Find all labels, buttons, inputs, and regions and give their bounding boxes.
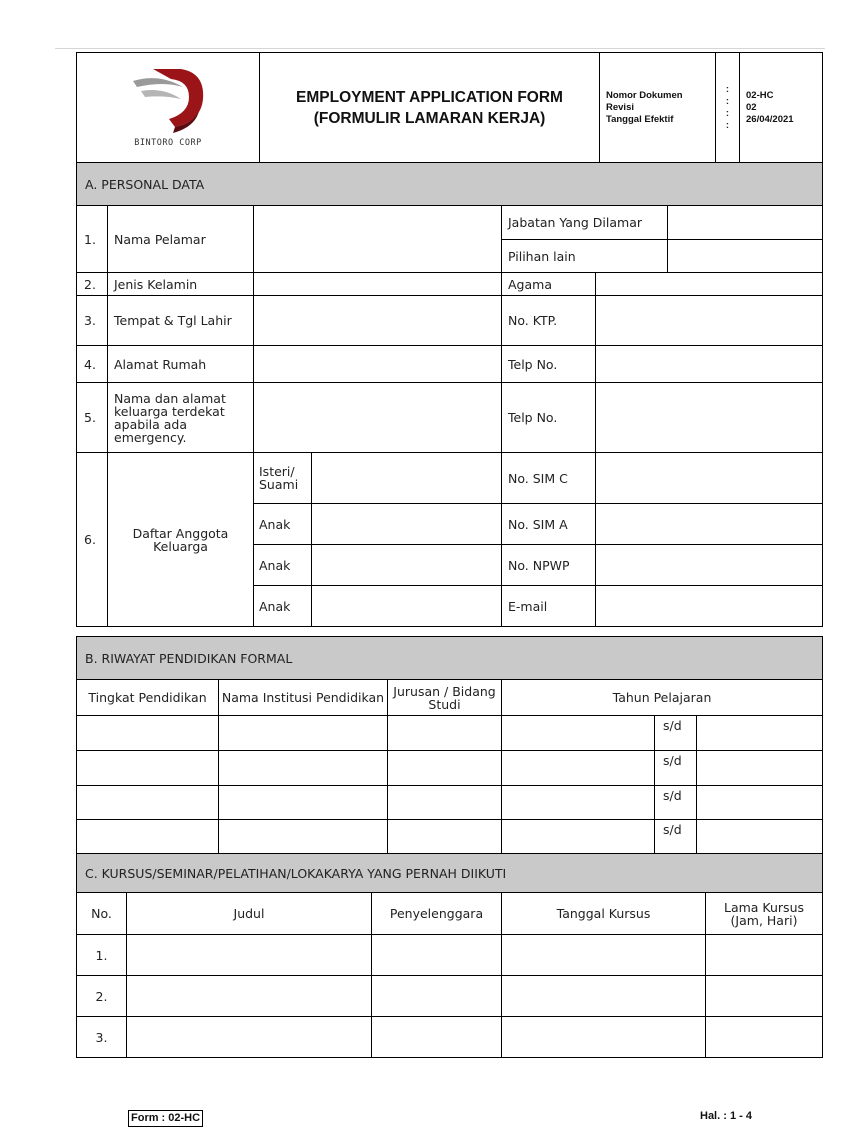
input-cell[interactable] xyxy=(372,976,502,1017)
input-cell[interactable] xyxy=(372,935,502,976)
field-label-jabatan: Jabatan Yang Dilamar xyxy=(502,206,668,240)
column-header: Tahun Pelajaran xyxy=(502,680,823,716)
document-header xyxy=(76,52,823,163)
input-cell[interactable] xyxy=(706,1017,823,1058)
input-nama-pelamar[interactable] xyxy=(254,206,502,273)
input-cell[interactable] xyxy=(127,935,372,976)
input-cell[interactable] xyxy=(388,716,502,751)
field-label-telp-rumah: Telp No. xyxy=(502,346,596,383)
column-header: Penyelenggara xyxy=(372,893,502,935)
column-header: Tingkat Pendidikan xyxy=(77,680,219,716)
input-cell[interactable] xyxy=(502,976,706,1017)
family-member-label: Isteri/ Suami xyxy=(254,453,312,504)
meta-colons: : : : : xyxy=(716,53,740,163)
input-cell[interactable] xyxy=(127,976,372,1017)
input-cell[interactable] xyxy=(502,716,655,751)
input-cell[interactable] xyxy=(77,751,219,786)
field-label-jenis-kelamin: Jenis Kelamin xyxy=(108,273,254,296)
input-cell[interactable] xyxy=(127,1017,372,1058)
row-number: 3. xyxy=(77,296,108,346)
table-row xyxy=(77,976,823,1017)
field-label-kontak-darurat: Nama dan alamat keluarga terdekat apabila ada emergency. xyxy=(108,383,254,453)
input-cell[interactable] xyxy=(697,820,823,854)
field-label-anggota-keluarga: Daftar Anggota Keluarga xyxy=(108,453,254,627)
company-logo-mark xyxy=(123,65,213,137)
meta-label-doc-number: Nomor Dokumen xyxy=(606,89,683,101)
field-label-nama-pelamar: Nama Pelamar xyxy=(108,206,254,273)
column-header: Judul xyxy=(127,893,372,935)
input-cell[interactable] xyxy=(388,786,502,820)
input-family-member[interactable] xyxy=(312,453,502,504)
sd-label: s/d xyxy=(655,716,697,751)
input-cell[interactable] xyxy=(697,716,823,751)
input-cell[interactable] xyxy=(502,786,655,820)
input-email[interactable] xyxy=(596,586,823,627)
family-member-label: Anak xyxy=(254,545,312,586)
meta-value-effective-date: 26/04/2021 xyxy=(746,113,794,125)
input-telp-darurat[interactable] xyxy=(596,383,823,453)
table-row xyxy=(77,716,823,751)
field-label-email: E-mail xyxy=(502,586,596,627)
row-number: 3. xyxy=(77,1017,127,1058)
document-meta-values xyxy=(740,53,823,163)
input-cell[interactable] xyxy=(706,935,823,976)
row-number: 6. xyxy=(77,453,108,627)
sd-label: s/d xyxy=(655,820,697,854)
input-alamat-rumah[interactable] xyxy=(254,346,502,383)
table-row xyxy=(77,1017,823,1058)
input-tempat-tgl-lahir[interactable] xyxy=(254,296,502,346)
input-npwp[interactable] xyxy=(596,545,823,586)
input-cell[interactable] xyxy=(219,716,388,751)
family-member-label: Anak xyxy=(254,504,312,545)
table-row xyxy=(77,786,823,820)
company-logo xyxy=(77,53,260,163)
input-cell[interactable] xyxy=(372,1017,502,1058)
input-telp-rumah[interactable] xyxy=(596,346,823,383)
top-rule xyxy=(55,48,825,49)
section-b-title: B. RIWAYAT PENDIDIKAN FORMAL xyxy=(77,637,823,680)
field-label-tempat-tgl-lahir: Tempat & Tgl Lahir xyxy=(108,296,254,346)
row-number: 2. xyxy=(77,273,108,296)
field-label-sim-a: No. SIM A xyxy=(502,504,596,545)
field-label-no-ktp: No. KTP. xyxy=(502,296,596,346)
input-kontak-darurat[interactable] xyxy=(254,383,502,453)
column-header: Tanggal Kursus xyxy=(502,893,706,935)
company-name: BINTORO CORP xyxy=(134,138,202,148)
input-agama[interactable] xyxy=(596,273,823,296)
education-table xyxy=(76,636,823,854)
input-cell[interactable] xyxy=(388,820,502,854)
sd-label: s/d xyxy=(655,751,697,786)
input-cell[interactable] xyxy=(77,820,219,854)
row-number: 5. xyxy=(77,383,108,453)
input-cell[interactable] xyxy=(77,786,219,820)
meta-label-revision: Revisi xyxy=(606,101,634,113)
field-label-pilihan-lain: Pilihan lain xyxy=(502,240,668,273)
column-header: Lama Kursus (Jam, Hari) xyxy=(706,893,823,935)
input-cell[interactable] xyxy=(502,935,706,976)
courses-table xyxy=(76,853,823,1058)
document-meta-labels xyxy=(600,53,716,163)
meta-value-doc-number: 02-HC xyxy=(746,89,774,101)
table-row xyxy=(77,751,823,786)
input-cell[interactable] xyxy=(697,786,823,820)
form-title: EMPLOYMENT APPLICATION FORM (FORMULIR LAMARAN KERJA) xyxy=(260,53,600,163)
input-cell[interactable] xyxy=(388,751,502,786)
row-number: 2. xyxy=(77,976,127,1017)
column-header: Jurusan / Bidang Studi xyxy=(388,680,502,716)
input-sim-a[interactable] xyxy=(596,504,823,545)
input-cell[interactable] xyxy=(502,1017,706,1058)
field-label-npwp: No. NPWP xyxy=(502,545,596,586)
input-no-ktp[interactable] xyxy=(596,296,823,346)
column-header: No. xyxy=(77,893,127,935)
footer-form-code: Form : 02-HC xyxy=(128,1110,203,1127)
table-row xyxy=(77,820,823,854)
input-cell[interactable] xyxy=(502,751,655,786)
input-cell[interactable] xyxy=(77,716,219,751)
meta-label-effective-date: Tanggal Efektif xyxy=(606,113,674,125)
section-a-title: A. PERSONAL DATA xyxy=(77,163,823,206)
field-label-agama: Agama xyxy=(502,273,596,296)
section-c-title: C. KURSUS/SEMINAR/PELATIHAN/LOKAKARYA YANG PERNAH DIIKUTI xyxy=(77,854,823,893)
meta-value-revision: 02 xyxy=(746,101,757,113)
personal-data-table xyxy=(76,162,823,627)
family-member-label: Anak xyxy=(254,586,312,627)
column-header: Nama Institusi Pendidikan xyxy=(219,680,388,716)
input-family-member[interactable] xyxy=(312,504,502,545)
table-row xyxy=(77,935,823,976)
input-jabatan[interactable] xyxy=(668,206,823,240)
input-cell[interactable] xyxy=(502,820,655,854)
input-cell[interactable] xyxy=(219,786,388,820)
input-cell[interactable] xyxy=(697,751,823,786)
field-label-alamat-rumah: Alamat Rumah xyxy=(108,346,254,383)
input-pilihan-lain[interactable] xyxy=(668,240,823,273)
input-jenis-kelamin[interactable] xyxy=(254,273,502,296)
footer-page-number: Hal. : 1 - 4 xyxy=(700,1110,752,1122)
input-cell[interactable] xyxy=(706,976,823,1017)
sd-label: s/d xyxy=(655,786,697,820)
field-label-telp-darurat: Telp No. xyxy=(502,383,596,453)
row-number: 1. xyxy=(77,206,108,273)
input-cell[interactable] xyxy=(219,751,388,786)
row-number: 1. xyxy=(77,935,127,976)
input-family-member[interactable] xyxy=(312,545,502,586)
input-cell[interactable] xyxy=(219,820,388,854)
field-label-sim-c: No. SIM C xyxy=(502,453,596,504)
row-number: 4. xyxy=(77,346,108,383)
input-sim-c[interactable] xyxy=(596,453,823,504)
input-family-member[interactable] xyxy=(312,586,502,627)
